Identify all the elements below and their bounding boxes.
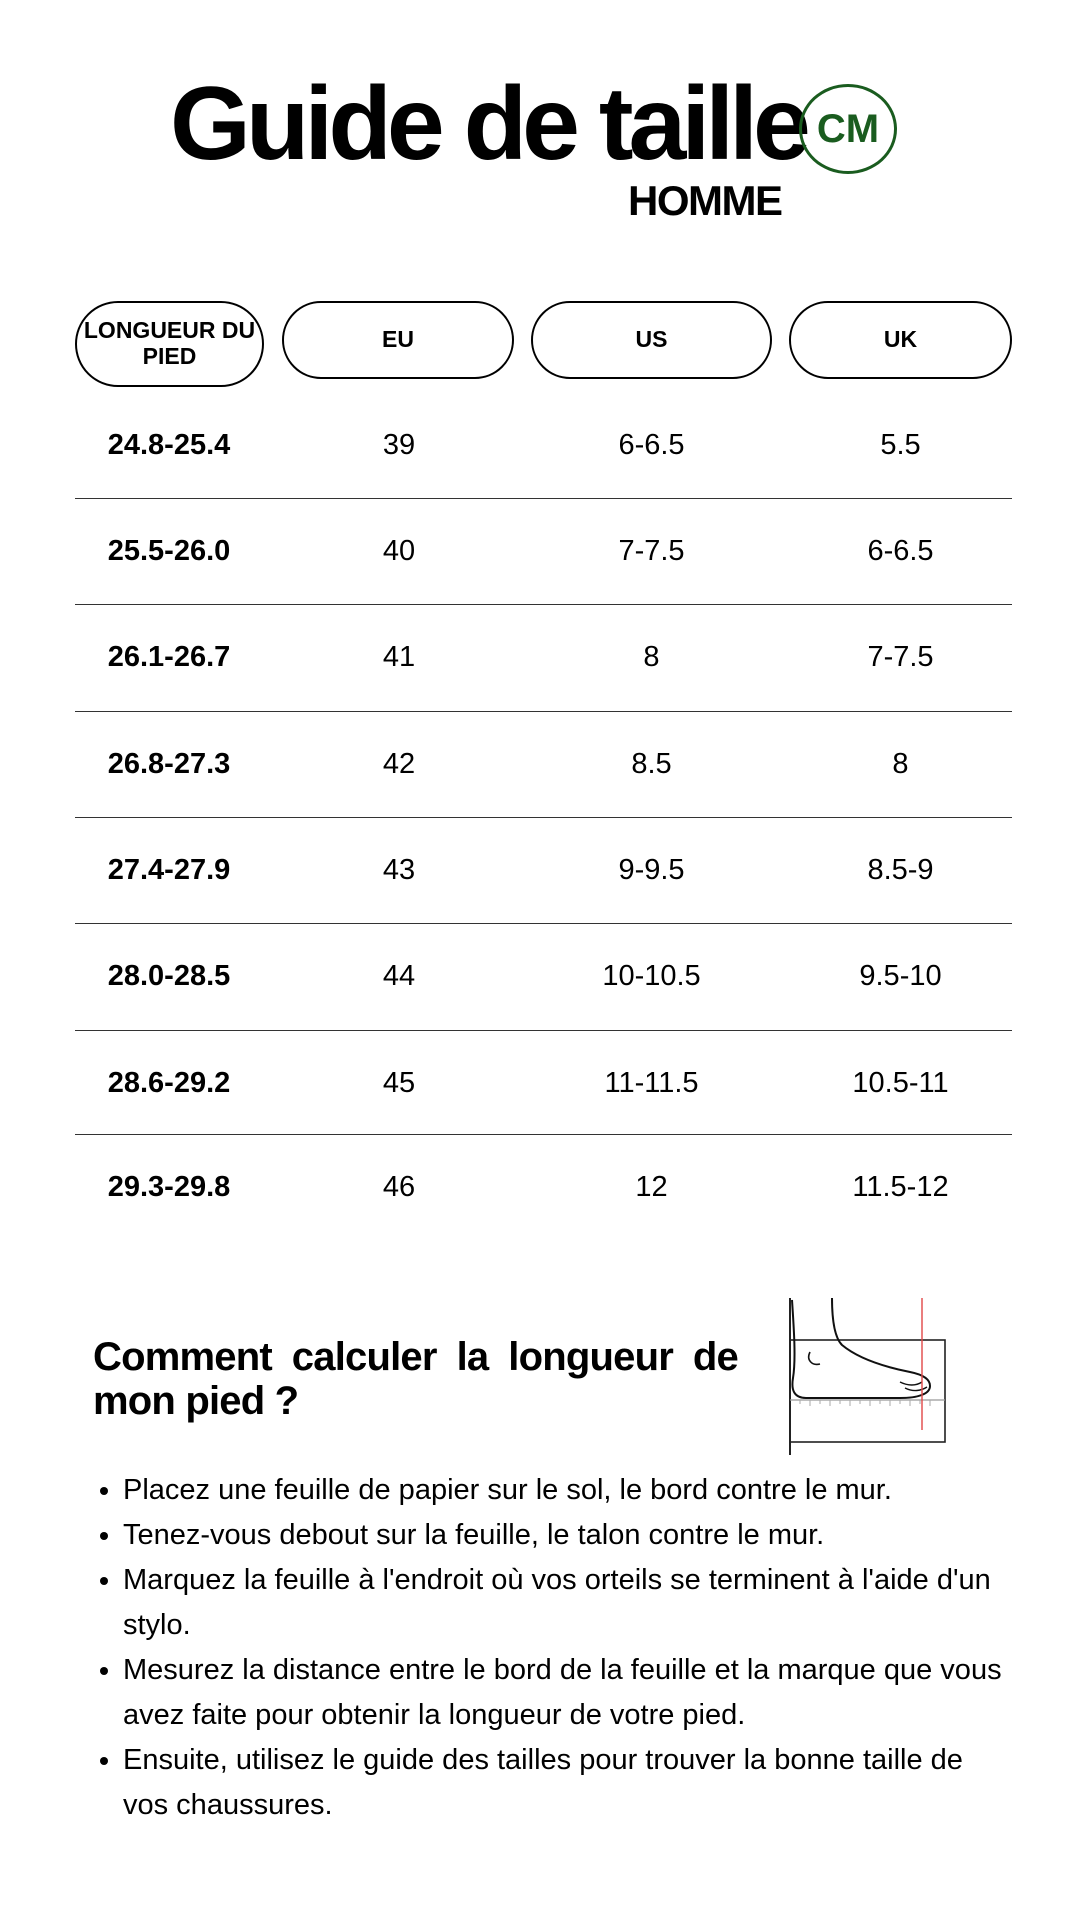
instructions-list [93, 1468, 1003, 1828]
table-row [75, 923, 1012, 1029]
foot-length-cell: 29.3-29.8 [107, 1170, 231, 1203]
instructions-heading: Comment calculer la longueur de mon pied ? [93, 1335, 738, 1423]
eu-size-cell: 46 [382, 1170, 416, 1203]
uk-size-cell: 8 [892, 747, 909, 780]
eu-size-cell: 40 [382, 534, 416, 567]
foot-length-cell: 25.5-26.0 [107, 534, 231, 567]
foot-length-cell: 28.6-29.2 [107, 1066, 231, 1099]
column-header-foot-length: LONGUEUR DU PIED [75, 301, 264, 387]
table-row [75, 498, 1012, 604]
eu-size-cell: 43 [382, 853, 416, 886]
table-row [75, 1030, 1012, 1136]
uk-size-cell: 7-7.5 [867, 640, 934, 673]
list-item: • Ensuite, utilisez le guide des tailles pour trouver la bonne taille de vos chaussures. [123, 1738, 1003, 1828]
us-size-cell: 9-9.5 [618, 853, 685, 886]
table-row [75, 392, 1012, 498]
foot-length-cell: 26.8-27.3 [107, 747, 231, 780]
us-size-cell: 8 [643, 640, 660, 673]
eu-size-cell: 45 [382, 1066, 416, 1099]
us-size-cell: 7-7.5 [618, 534, 685, 567]
eu-size-cell: 41 [382, 640, 416, 673]
foot-measure-icon [780, 1290, 950, 1460]
list-item: • Tenez-vous debout sur la feuille, le talon contre le mur. [123, 1513, 1003, 1558]
us-size-cell: 8.5 [631, 747, 672, 780]
uk-size-cell: 5.5 [880, 428, 921, 461]
column-header-eu: EU [282, 301, 514, 379]
foot-length-cell: 28.0-28.5 [107, 959, 231, 992]
list-item: • Placez une feuille de papier sur le sol, le bord contre le mur. [123, 1468, 1003, 1513]
us-size-cell: 11-11.5 [604, 1066, 699, 1099]
us-size-cell: 10-10.5 [602, 959, 701, 992]
page-title: Guide de taille [170, 66, 806, 182]
column-header-uk: UK [789, 301, 1012, 379]
list-item: • Mesurez la distance entre le bord de la feuille et la marque que vous avez faite pour obtenir la longueur de votre pied. [123, 1648, 1003, 1738]
page-subtitle: HOMME [628, 177, 782, 224]
uk-size-cell: 8.5-9 [867, 853, 934, 886]
table-row [75, 817, 1012, 923]
uk-size-cell: 9.5-10 [859, 959, 942, 992]
us-size-cell: 12 [635, 1170, 668, 1203]
eu-size-cell: 42 [382, 747, 416, 780]
foot-length-cell: 27.4-27.9 [107, 853, 231, 886]
uk-size-cell: 10.5-11 [852, 1066, 949, 1099]
table-row [75, 711, 1012, 817]
uk-size-cell: 6-6.5 [867, 534, 934, 567]
eu-size-cell: 39 [382, 428, 416, 461]
uk-size-cell: 11.5-12 [852, 1170, 949, 1203]
us-size-cell: 6-6.5 [618, 428, 685, 461]
table-row [75, 604, 1012, 710]
eu-size-cell: 44 [382, 959, 416, 992]
foot-length-cell: 24.8-25.4 [107, 428, 231, 461]
foot-length-cell: 26.1-26.7 [107, 640, 231, 673]
table-row [75, 1134, 1012, 1240]
column-header-us: US [531, 301, 772, 379]
unit-badge: CM [799, 84, 897, 174]
list-item: • Marquez la feuille à l'endroit où vos orteils se terminent à l'aide d'un stylo. [123, 1558, 1003, 1648]
